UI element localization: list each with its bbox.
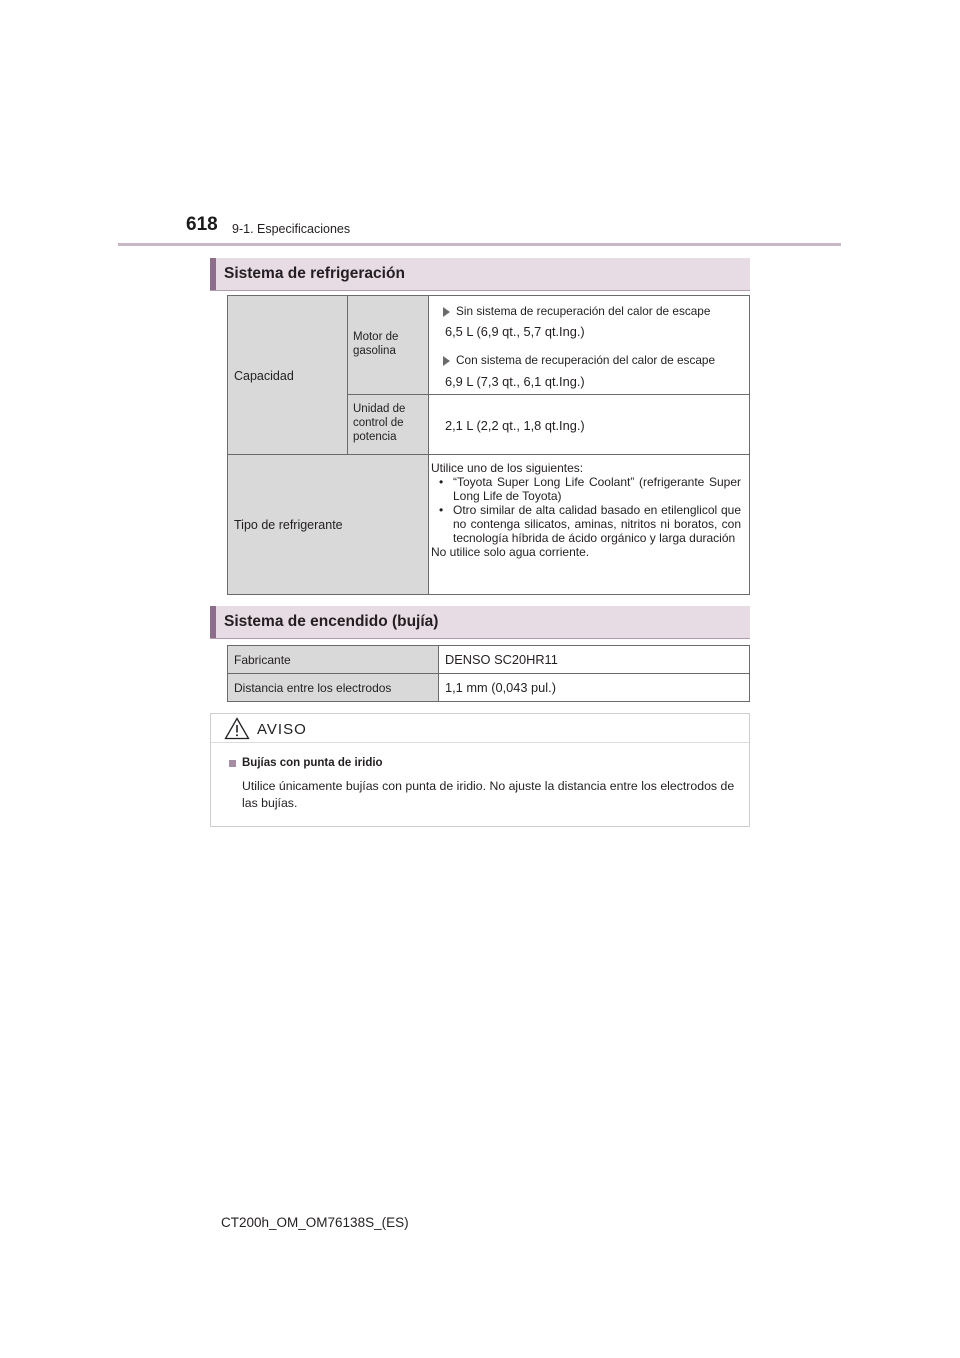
triangle-bullet-icon: [443, 307, 450, 317]
manufacturer-value: DENSO SC20HR11: [445, 652, 558, 667]
coolant-type-label: Tipo de refrigerante: [234, 518, 343, 532]
capacity-label: Capacidad: [234, 369, 294, 383]
cooling-section-title: Sistema de refrigeración: [224, 265, 405, 282]
coolant-option-1: [431, 475, 741, 503]
warning-heading: Bujías con punta de iridio: [242, 757, 383, 769]
warning-triangle-icon: [224, 717, 250, 740]
ignition-section-banner: [210, 606, 750, 639]
pcu-label-cell: [347, 394, 429, 455]
page-number: 618: [186, 214, 218, 235]
warning-title: AVISO: [257, 721, 307, 738]
banner-accent-bar: [210, 606, 216, 638]
electrode-gap-value: 1,1 mm (0,043 pul.): [445, 680, 556, 695]
gas-engine-value-cell: [428, 295, 750, 395]
warning-box: [210, 713, 750, 827]
ignition-section-title: Sistema de encendido (bujía): [224, 613, 439, 630]
gas-engine-label: Motor de gasolina: [353, 331, 399, 357]
table-row-value-cell: [438, 645, 750, 674]
banner-accent-bar: [210, 258, 216, 290]
coolant-type-label-cell: [227, 454, 429, 595]
with-recovery-label: Con sistema de recuperación del calor de escape: [456, 353, 716, 367]
coolant-type-content: [431, 461, 741, 559]
without-recovery-value: 6,5 L (6,9 qt., 5,7 qt.Ing.): [445, 324, 585, 339]
coolant-type-value-cell: [428, 454, 750, 595]
table-row-label-cell: [227, 673, 439, 702]
pcu-label: Unidad de control de potencia: [353, 403, 406, 443]
gas-engine-label-cell: [347, 295, 429, 395]
bullet-dot: •: [439, 475, 444, 489]
header-divider: [118, 243, 841, 246]
warning-text: Utilice únicamente bujías con punta de iridio. No ajuste la distancia entre los electrodos de las bujías.: [242, 779, 735, 810]
manufacturer-label: Fabricante: [234, 653, 291, 667]
coolant-option-1-text: “Toyota Super Long Life Coolant” (refrigerante Super Long Life de Toyota): [453, 475, 741, 503]
cooling-section-banner: [210, 258, 750, 291]
table-row-value-cell: [438, 673, 750, 702]
pcu-value: 2,1 L (2,2 qt., 1,8 qt.Ing.): [445, 418, 585, 433]
document-code: CT200h_OM_OM76138S_(ES): [221, 1215, 409, 1230]
with-recovery-value: 6,9 L (7,3 qt., 6,1 qt.Ing.): [445, 374, 585, 389]
coolant-option-2: [431, 503, 741, 545]
square-bullet-icon: [229, 760, 236, 767]
triangle-bullet-icon: [443, 356, 450, 366]
bullet-dot: •: [439, 503, 444, 517]
coolant-option-2-text: Otro similar de alta calidad basado en etilenglicol que no contenga silicatos, aminas, nitritos ni boratos, con tecnología híbrida de ácido orgánico y larga duración: [453, 503, 741, 545]
coolant-intro: Utilice uno de los siguientes:: [431, 461, 584, 475]
coolant-note: No utilice solo agua corriente.: [431, 545, 590, 559]
with-recovery-line: [443, 353, 715, 367]
section-breadcrumb: 9-1. Especificaciones: [232, 222, 351, 236]
pcu-value-cell: [428, 394, 750, 455]
table-row-label-cell: [227, 645, 439, 674]
capacity-label-cell: [227, 295, 348, 455]
warning-divider: [211, 742, 749, 743]
without-recovery-label: Sin sistema de recuperación del calor de escape: [456, 304, 711, 318]
electrode-gap-label: Distancia entre los electrodos: [234, 681, 392, 695]
without-recovery-line: [443, 304, 710, 318]
